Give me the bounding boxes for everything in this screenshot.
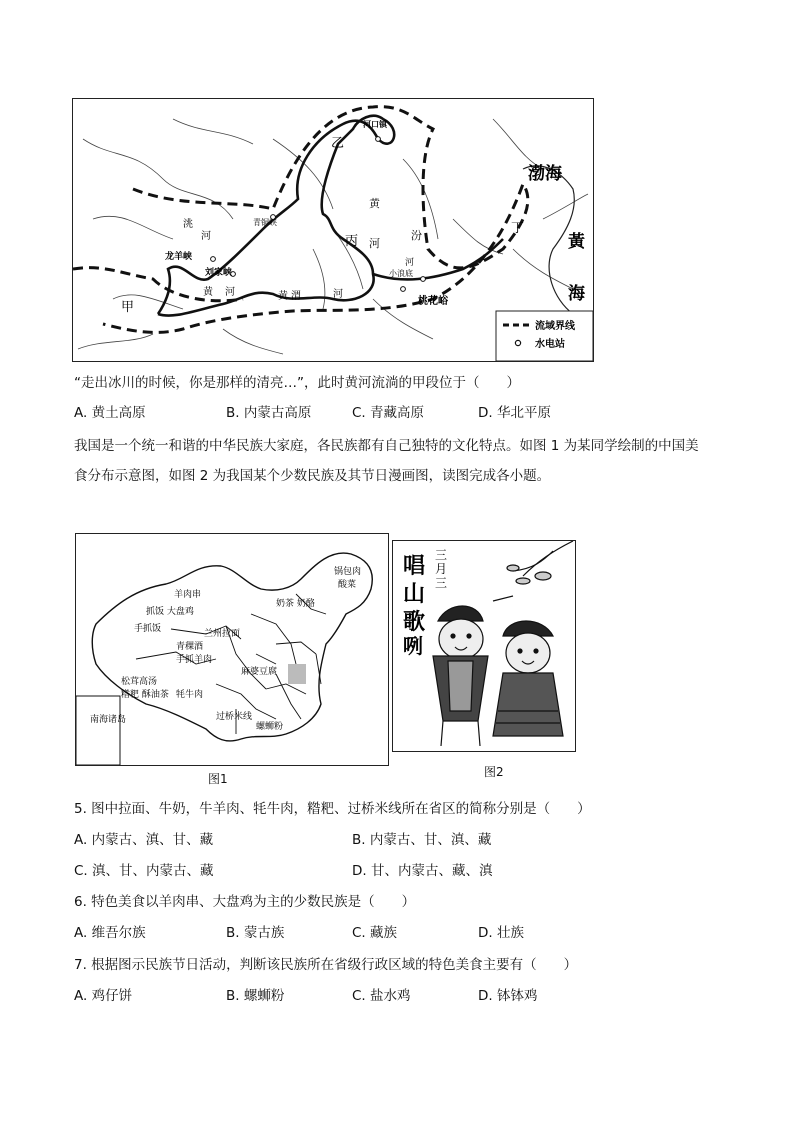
legend-station-marker <box>515 340 520 345</box>
q6-option-b[interactable]: B. 蒙古族 <box>226 925 285 941</box>
cartoon-date-3: 三 <box>435 576 448 590</box>
map-label-huang-2: 黄 <box>278 291 288 302</box>
food-label-db1: 锅包肉 <box>334 567 362 577</box>
food-label-gs1: 兰州拉面 <box>204 629 241 639</box>
map-label-he-tao: 河 <box>201 231 211 242</box>
branch-drawing <box>493 541 573 601</box>
map-label-bing: 丙 <box>345 234 359 249</box>
singer-right <box>493 621 563 736</box>
station-marker <box>401 287 406 292</box>
map-label-huang-left: 黄 <box>203 287 213 298</box>
q6-stem: 6. 特色美食以羊肉串、大盘鸡为主的少数民族是（ ） <box>74 894 416 910</box>
map-label-he-3: 河 <box>333 289 343 300</box>
station-marker <box>376 137 381 142</box>
cartoon-char-1: 唱 <box>403 554 426 579</box>
food-label-gx: 螺蛳粉 <box>256 722 284 732</box>
yellow-river-map <box>72 98 594 362</box>
map-label-qingtongxia: 青铜峡 <box>253 218 277 227</box>
map-label-fen: 汾 <box>411 229 422 242</box>
q7-option-c[interactable]: C. 盐水鸡 <box>352 988 411 1004</box>
food-label-nm: 奶茶 奶酪 <box>276 599 315 609</box>
food-label-sc: 麻婆豆腐 <box>241 667 278 677</box>
fig1-caption: 图1 <box>208 772 228 786</box>
cartoon-char-2: 山 <box>403 582 426 607</box>
map-label-yi: 乙 <box>331 136 345 151</box>
food-label-qh1: 青稞酒 <box>176 642 204 652</box>
cartoon-char-4: 咧 <box>403 634 423 658</box>
map-label-he-2: 河 <box>405 258 415 268</box>
map-legend-box <box>496 311 593 361</box>
food-label-xj3: 手抓饭 <box>134 624 162 634</box>
q4-option-b[interactable]: B. 内蒙古高原 <box>226 405 312 421</box>
map-label-jia: 甲 <box>121 300 135 315</box>
map-label-tao: 洮 <box>183 219 193 230</box>
q5-option-b[interactable]: B. 内蒙古、甘、滇、藏 <box>352 832 492 848</box>
food-label-db2: 酸菜 <box>338 580 357 590</box>
station-marker <box>211 257 216 262</box>
q4-stem: “走出冰川的时候，你是那样的清亮…”，此时黄河流淌的甲段位于（ ） <box>74 375 520 391</box>
food-label-yn: 过桥米线 <box>216 712 253 722</box>
food-label-xz1: 松茸高汤 <box>121 677 158 687</box>
map-label-taohuayu: 桃花峪 <box>418 296 448 307</box>
south-sea-inset <box>76 696 120 765</box>
fig2-caption: 图2 <box>484 765 504 779</box>
festival-cartoon <box>392 540 576 752</box>
map-label-ding: 丁 <box>511 221 525 236</box>
map-label-xiaolangdi: 小浪底 <box>389 269 413 278</box>
map-label-he-left: 河 <box>225 287 235 298</box>
q5-option-d[interactable]: D. 甘、内蒙古、藏、滇 <box>352 863 493 879</box>
q5-option-a[interactable]: A. 内蒙古、滇、甘、藏 <box>74 832 214 848</box>
map-label-wei: 渭 <box>291 291 301 302</box>
map-label-he-1: 河 <box>369 237 380 250</box>
q4-option-a[interactable]: A. 黄土高原 <box>74 405 146 421</box>
q7-stem: 7. 根据图示民族节日活动，判断该民族所在省级行政区域的特色美食主要有（ ） <box>74 957 578 973</box>
q6-option-a[interactable]: A. 维吾尔族 <box>74 925 146 941</box>
singer-left <box>433 606 488 746</box>
cartoon-date-2: 月 <box>435 562 448 576</box>
yellow-river-map-svg <box>73 99 593 361</box>
legend-station-label: 水电站 <box>535 339 565 350</box>
q6-option-c[interactable]: C. 藏族 <box>352 925 398 941</box>
station-marker <box>421 277 426 282</box>
map-label-huanghai-2: 海 <box>568 284 585 304</box>
food-label-xz2: 糌粑 酥油茶 <box>121 690 169 700</box>
cartoon-date-1: 三 <box>435 548 448 562</box>
cartoon-char-3: 歌 <box>403 610 426 635</box>
shaded-province <box>288 664 306 684</box>
q4-option-c[interactable]: C. 青藏高原 <box>352 405 425 421</box>
intro-line-2: 食分布示意图，如图 2 为我国某个少数民族及其节日漫画图，读图完成各小题。 <box>74 468 551 484</box>
q7-option-d[interactable]: D. 钵钵鸡 <box>478 988 538 1004</box>
legend-boundary-label: 流域界线 <box>535 321 575 332</box>
q5-stem: 5. 图中拉面、牛奶，牛羊肉、牦牛肉，糌粑、过桥米线所在省区的简称分别是（ ） <box>74 801 591 817</box>
inset-label-nh: 南海诸岛 <box>90 715 127 725</box>
q6-option-d[interactable]: D. 壮族 <box>478 925 524 941</box>
q7-option-a[interactable]: A. 鸡仔饼 <box>74 988 133 1004</box>
map-label-liujiaxia: 刘家峡 <box>205 268 233 278</box>
food-label-xz3: 牦牛肉 <box>176 690 204 700</box>
food-label-qh2: 手抓羊肉 <box>176 655 213 665</box>
festival-cartoon-svg <box>393 541 575 751</box>
china-food-map <box>75 533 389 766</box>
map-label-longyangxia: 龙羊峡 <box>165 252 193 262</box>
q5-option-c[interactable]: C. 滇、甘、内蒙古、藏 <box>74 863 214 879</box>
map-label-bohai: 渤海 <box>528 164 562 184</box>
map-label-huang-1: 黄 <box>369 197 380 210</box>
q4-option-d[interactable]: D. 华北平原 <box>478 405 551 421</box>
food-label-xj2: 抓饭 大盘鸡 <box>146 607 194 617</box>
china-food-map-svg <box>76 534 388 765</box>
q7-option-b[interactable]: B. 螺蛳粉 <box>226 988 285 1004</box>
map-label-huanghai-1: 黃 <box>568 232 585 252</box>
intro-line-1: 我国是一个统一和谐的中华民族大家庭，各民族都有自己独特的文化特点。如图 1 为某同学绘制的中国美 <box>74 438 699 454</box>
food-label-xj1: 羊肉串 <box>174 590 202 600</box>
map-label-hekouzhen: 河口镇 <box>363 120 387 129</box>
